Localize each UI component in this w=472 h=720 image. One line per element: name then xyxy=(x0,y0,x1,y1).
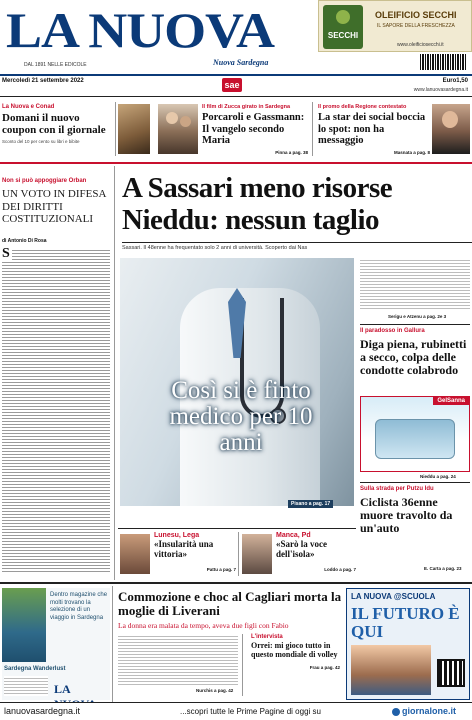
interview-photo-manca xyxy=(242,534,272,574)
teaser-photo-film xyxy=(158,104,198,154)
story2-ref: Nieddu a pag. 24 xyxy=(420,474,456,479)
sport-box-ref: Frau a pag. 42 xyxy=(309,665,340,670)
interview-name: Manca, Pd xyxy=(276,532,311,539)
footer xyxy=(0,703,472,720)
story2-headline[interactable]: Diga piena, rubinetti a secco, colpa delle condotte colabrodo xyxy=(360,337,467,377)
sport-interview-box[interactable] xyxy=(242,634,340,696)
giornalone-logo-icon xyxy=(392,708,400,716)
right-column xyxy=(358,258,472,580)
teaser-ref: Pinna a pag. 38 xyxy=(275,149,308,155)
story2-kicker: Il paradosso in Gallura xyxy=(360,328,425,334)
teaser-regione[interactable] xyxy=(318,104,430,156)
interview-ref: Pattu a pag. 7 xyxy=(206,567,236,572)
founded-note: DAL 1891 NELLE EDICOLE xyxy=(24,62,87,68)
nuova-sardegna-sub: Nuova Sardegna xyxy=(213,58,269,67)
interview-manca[interactable] xyxy=(276,532,356,578)
teaser-film[interactable] xyxy=(202,104,308,156)
teaser-conad[interactable] xyxy=(2,104,110,156)
footer-promo-text: ...scopri tutte le Prime Pagine di oggi su xyxy=(180,707,321,716)
teaser-headline: Domani il nuovo coupon con il giornale xyxy=(2,112,106,136)
opinion-headline[interactable]: UN VOTO IN DIFESA DEI DIRITTI COSTITUZIONALI xyxy=(2,188,106,225)
ad-caption: Sardegna Wanderlust xyxy=(4,666,66,672)
qr-code-icon[interactable] xyxy=(437,659,465,687)
sport-headline: Commozione e choc al Cagliari morta la moglie di Liverani xyxy=(118,589,342,618)
sport-story[interactable] xyxy=(116,588,342,700)
teaser-headline: Porcaroli e Gassmann: Il vangelo secondo Maria xyxy=(202,112,305,146)
footer-site-link[interactable]: lanuovasardegna.it xyxy=(4,706,81,716)
scuola-slogan: IL FUTURO È QUI xyxy=(351,604,460,641)
ad-tagline: IL SAPORE DELLA FRESCHEZZA xyxy=(377,23,455,29)
scuola-box[interactable] xyxy=(346,588,470,700)
teaser-kicker: Il promo della Regione contestato xyxy=(318,104,407,110)
sport-sub: La donna era malata da tempo, aveva due figli con Fabio xyxy=(118,621,289,630)
story3-headline[interactable]: Ciclista 36enne muore travolto da un'auto xyxy=(360,495,453,535)
ad-photo-sea xyxy=(2,588,46,662)
sport-box-kicker: L'intervista xyxy=(251,634,283,640)
teaser-photo-star xyxy=(432,104,470,154)
interviews-row xyxy=(118,528,356,580)
ad-text: Dentro magazine che molti trovano la selezione di un viaggio in Sardegna xyxy=(50,592,108,621)
interview-name: Lunesu, Lega xyxy=(154,532,200,539)
ad-brand-logo: LA xyxy=(54,682,71,696)
drop-cap: S xyxy=(2,248,12,260)
ad-top-banner[interactable] xyxy=(318,0,472,52)
scuola-brand: LA NUOVA @SCUOLA xyxy=(351,592,436,601)
right-body-text xyxy=(360,258,470,310)
freezer-icon xyxy=(375,419,455,459)
price: Euro1,50 xyxy=(442,78,468,84)
barcode-icon xyxy=(420,54,466,70)
teaser-sub: Sconto del 10 per cento su libri e bibite xyxy=(2,139,80,144)
teaser-kicker: Il film di Zucca girato in Sardegna xyxy=(202,104,291,110)
ad-brand: OLEIFICIO SECCHI xyxy=(375,10,457,20)
ad-url: www.oleificiosecchi.it xyxy=(397,42,444,48)
interview-quote: «Sarò la voce dell'isola» xyxy=(276,539,327,559)
story3-kicker: Sulla strada per Putzu Idu xyxy=(360,486,434,492)
sport-box-headline: Orrei: mi gioco tutto in questo mondiale di volley xyxy=(251,641,338,659)
left-column xyxy=(0,166,112,580)
date-line: Mercoledì 21 settembre 2022 xyxy=(2,78,84,84)
opinion-kicker: Non si può appoggiare Orban xyxy=(2,178,87,184)
right-ref: Serigu e Atzenu a pag. 2e 3 xyxy=(388,314,447,319)
footer-giornalone-link[interactable]: giornalone.it xyxy=(402,706,456,716)
story3-ref: E. Carta a pag. 23 xyxy=(424,566,462,571)
teaser-photo-conad xyxy=(118,104,150,154)
website[interactable]: www.lanuovasardegna.it xyxy=(413,87,468,93)
secchi-logo xyxy=(323,5,363,49)
main-summary: Sassari. Il 48enne ha frequentato solo 2 anni di università. Scoperto dai Nas xyxy=(122,245,308,251)
newspaper-logo[interactable]: LA NUOVA xyxy=(6,2,274,58)
masthead xyxy=(0,0,472,96)
gelsanna-label: GelSanna xyxy=(433,397,469,405)
sae-badge[interactable] xyxy=(222,78,242,92)
teaser-headline: La star dei social boccia lo spot: non ha messaggio xyxy=(318,112,426,146)
interview-photo-lunesu xyxy=(120,534,150,574)
bottom-left-ad[interactable] xyxy=(2,588,110,700)
interview-lunesu[interactable] xyxy=(154,532,236,578)
main-headline: A Sassari meno risorse Nieddu: nessun taglio xyxy=(122,172,393,236)
sae-badge-text: sae xyxy=(224,80,240,90)
sport-body-text xyxy=(118,634,238,686)
opinion-author: di Antonio Di Rosa xyxy=(2,238,47,244)
secchi-logo-text: SECCHI xyxy=(327,31,359,40)
main-photo xyxy=(120,258,354,506)
main-ref: Pisano a pag. 17 xyxy=(288,500,333,508)
scuola-photo xyxy=(351,645,431,695)
teasers-row xyxy=(0,98,472,160)
main-photo-caption: Così si è finto medico per 10 anni xyxy=(169,377,313,456)
interview-ref: Loddo a pag. 7 xyxy=(324,567,356,572)
teaser-kicker: La Nuova e Conad xyxy=(2,104,55,110)
teaser-ref: Masnata a pag. 8 xyxy=(393,149,430,155)
interview-quote: «Insularità una vittoria» xyxy=(154,539,214,559)
opinion-body-text xyxy=(2,248,110,574)
olive-icon xyxy=(336,10,350,24)
sport-ref: Nurchis a pag. 42 xyxy=(196,688,234,693)
gelsanna-ad[interactable] xyxy=(360,396,470,472)
